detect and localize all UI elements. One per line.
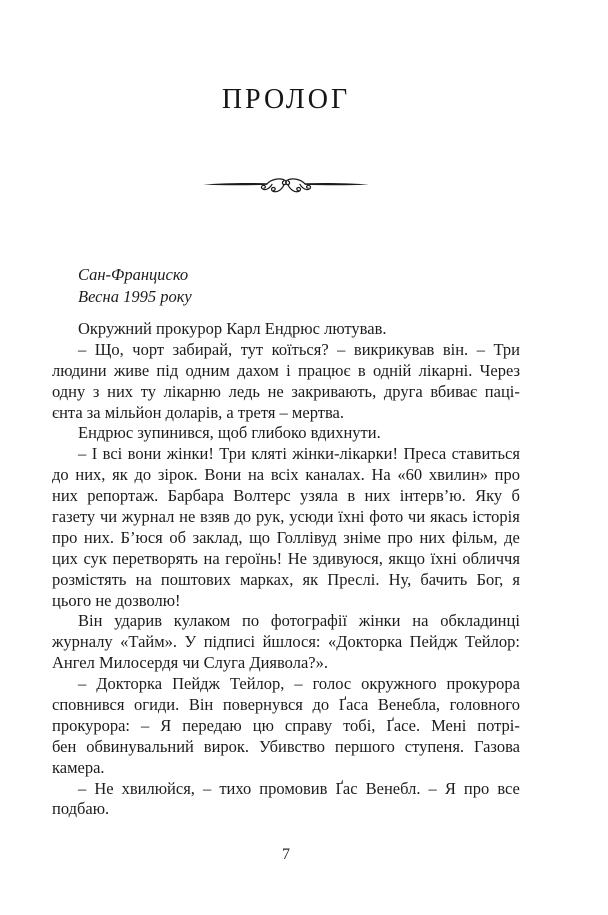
text-line: Ангел Милосердя чи Слуга Диявола?».	[52, 653, 328, 673]
text-line: єнта за мільйон доларів, а третя – мертва.	[52, 402, 344, 422]
text-line: одну з них ту лікарню ледь не закривають, друга вбиває паці-	[52, 381, 520, 401]
text-line: камера.	[52, 757, 105, 777]
text-line: прокурора: – Я передаю цю справу тобі, Ґасе. Мені потрі-	[52, 715, 520, 735]
text-line: про них. Б’юся об заклад, що Голлівуд зніме про них фільм, де	[52, 527, 520, 547]
chapter-heading: ПРОЛОГ	[221, 84, 351, 115]
text-line: цих сук перетворять на героїнь! Не здивуюся, якщо їхні обличчя	[52, 548, 520, 568]
text-line: – І всі вони жінки! Три кляті жінки-лікарки! Преса ставиться	[78, 444, 520, 464]
dateline	[52, 264, 520, 308]
page-number: 7	[282, 846, 290, 864]
text-line: – Докторка Пейдж Тейлор, – голос окружного прокурора	[78, 674, 520, 694]
text-line: бен обвинувальний вирок. Убивство першого ступеня. Газова	[52, 736, 520, 756]
text-line: сповнився огиди. Він повернувся до Ґаса Венебла, головного	[52, 695, 520, 715]
text-line: людини живе під одним дахом і працює в одній лікарні. Через	[52, 360, 520, 380]
text-line: журналу «Тайм». У підписі йшлося: «Докторка Пейдж Тейлор:	[52, 632, 520, 652]
text-line: розмістять на поштових марках, як Преслі. Ну, бачить Бог, я	[52, 569, 520, 589]
dateline-location: Сан-Франциско	[78, 265, 189, 284]
text-line: до них, як до зірок. Вони на всіх каналах. На «60 хвилин» про	[52, 465, 520, 485]
text-line: Ендрюс зупинився, щоб глибоко вдихнути.	[78, 423, 381, 443]
text-column	[52, 0, 520, 864]
text-line: газету чи журнал не взяв до рук, усюди їхні фото чи якась історія	[52, 507, 520, 527]
section-divider	[52, 176, 520, 202]
text-line: цього не дозволю!	[52, 590, 181, 610]
text-line: – Що, чорт забирай, тут коїться? – викрикував він. – Три	[78, 339, 520, 359]
text-line: подбаю.	[52, 799, 110, 819]
dateline-date: Весна 1995 року	[78, 287, 192, 306]
divider-flourish-icon	[201, 176, 371, 202]
text-line: – Не хвилюйся, – тихо промовив Ґас Венебл. – Я про все	[78, 778, 520, 798]
text-line: Окружний прокурор Карл Ендрюс лютував.	[78, 319, 387, 338]
body-text	[52, 319, 520, 820]
text-line: них репортаж. Барбара Волтерс узяла в них інтерв’ю. Яку б	[52, 486, 520, 506]
text-line: Він ударив кулаком по фотографії жінки на обкладинці	[78, 611, 520, 631]
